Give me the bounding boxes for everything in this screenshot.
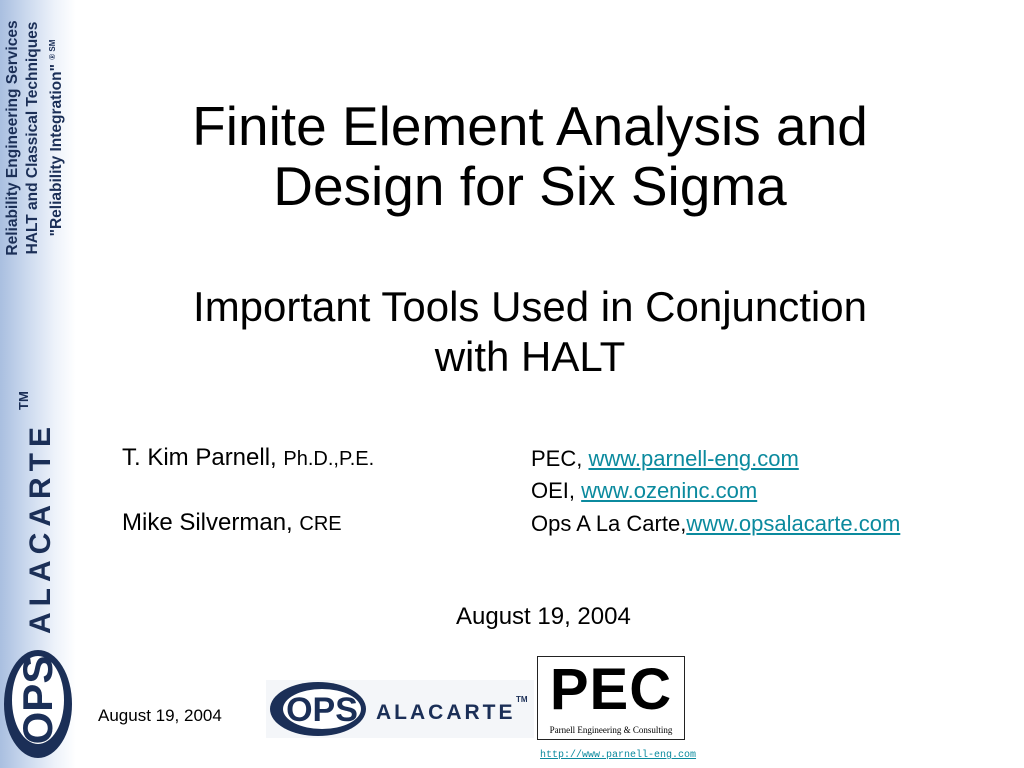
- footer-logo-tm-text: TM: [516, 695, 528, 704]
- sidebar-tagline: [3, 8, 69, 268]
- author-credentials: Ph.D.,P.E.: [283, 448, 375, 470]
- affiliation-org: Ops A La Carte,: [531, 511, 687, 536]
- subtitle-line-1: Important Tools Used in Conjunction: [193, 283, 867, 330]
- link-parnell-eng[interactable]: www.parnell-eng.com: [588, 446, 799, 471]
- slide-title: [80, 96, 980, 216]
- footer-logo-alacarte-text: ALACARTE: [376, 701, 516, 724]
- pec-logo-letters: PEC: [549, 657, 673, 722]
- author-name: Mike Silverman,: [122, 509, 293, 536]
- tagline-line: "Reliability Integration" $^{® SM}$: [48, 39, 66, 237]
- affiliation-org: PEC,: [531, 446, 583, 471]
- ops-alacarte-logo: [0, 382, 76, 762]
- title-line-1: Finite Element Analysis and: [192, 95, 868, 157]
- author-parnell: [122, 444, 374, 472]
- footer-logo-ops-text: OPS: [286, 691, 358, 729]
- slide-subtitle: [80, 282, 980, 382]
- logo-alacarte-text: ALACARTE: [24, 421, 57, 634]
- affiliation-org: OEI,: [531, 478, 576, 503]
- sidebar-banner: [0, 0, 76, 768]
- pec-logo-subtitle: Parnell Engineering & Consulting: [549, 725, 673, 735]
- author-credentials: CRE: [299, 513, 342, 535]
- footer-url-link[interactable]: http://www.parnell-eng.com: [540, 750, 697, 761]
- link-opsalacarte[interactable]: www.opsalacarte.com: [686, 511, 901, 536]
- tagline-line: Reliability Engineering Services: [4, 20, 21, 256]
- pec-logo: [537, 656, 685, 740]
- affiliation-ops: [531, 511, 900, 537]
- author-silverman: [122, 509, 342, 537]
- tagline-line: HALT and Classical Techniques: [24, 21, 41, 255]
- link-ozeninc[interactable]: www.ozeninc.com: [581, 478, 758, 503]
- affiliation-oei: [531, 478, 757, 504]
- subtitle-line-2: with HALT: [434, 333, 626, 380]
- author-name: T. Kim Parnell,: [122, 444, 277, 471]
- affiliation-pec: [531, 446, 799, 472]
- logo-ops-text: OPS: [14, 655, 61, 745]
- presentation-date: August 19, 2004: [456, 603, 631, 630]
- footer-date: August 19, 2004: [98, 706, 222, 725]
- trademark-mark: ® SM: [48, 39, 57, 60]
- title-line-2: Design for Six Sigma: [273, 155, 787, 217]
- logo-tm-text: TM: [16, 391, 31, 410]
- footer-ops-alacarte-logo: [266, 680, 534, 738]
